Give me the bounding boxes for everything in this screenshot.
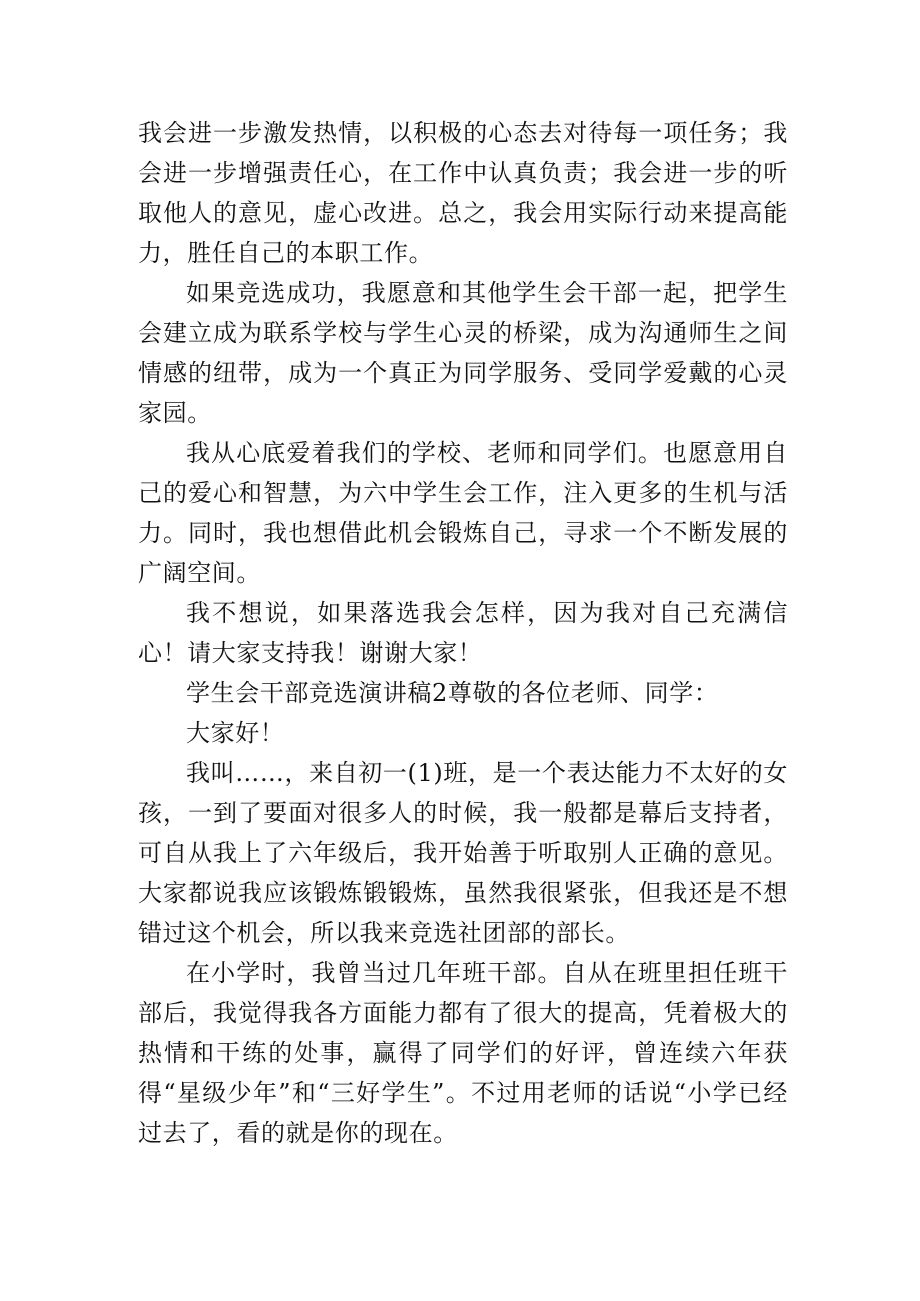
greeting-line: 大家好！ bbox=[186, 719, 285, 747]
paragraph-2: 如果竞选成功，我愿意和其他学生会干部一起，把学生会建立成为联系学校与学生心灵的桥梁，成为沟通师生之间情感的纽带，成为一个真正为同学服务、受同学爱戴的心灵家园。 bbox=[138, 279, 788, 427]
paragraph-8: 在小学时，我曾当过几年班干部。自从在班里担任班干部后，我觉得我各方面能力都有了很大的提高，凭着极大的热情和干练的处事，赢得了同学们的好评，曾连续六年获得“星级少年”和“三好学生”。不过用老师的话说“小学已经过去了，看的就是你的现在。 bbox=[138, 959, 788, 1147]
paragraph-4: 我不想说，如果落选我会怎样，因为我对自己充满信心！请大家支持我！谢谢大家！ bbox=[138, 599, 788, 667]
speech-title-line: 学生会干部竞选演讲稿2尊敬的各位老师、同学： bbox=[186, 679, 719, 707]
paragraph-1: 我会进一步激发热情，以积极的心态去对待每一项任务；我会进一步增强责任心，在工作中认真负责；我会进一步的听取他人的意见，虚心改进。总之，我会用实际行动来提高能力，胜任自己的本职工作。 bbox=[138, 119, 788, 267]
paragraph-7: 我叫……，来自初一(1)班，是一个表达能力不太好的女孩，一到了要面对很多人的时候，我一般都是幕后支持者，可自从我上了六年级后，我开始善于听取别人正确的意见。大家都说我应该锻炼锻锻炼，虽然我很紧张，但我还是不想错过这个机会，所以我来竞选社团部的部长。 bbox=[138, 759, 788, 947]
paragraph-3: 我从心底爱着我们的学校、老师和同学们。也愿意用自己的爱心和智慧，为六中学生会工作，注入更多的生机与活力。同时，我也想借此机会锻炼自己，寻求一个不断发展的广阔空间。 bbox=[138, 439, 788, 587]
document-body bbox=[138, 113, 788, 1153]
